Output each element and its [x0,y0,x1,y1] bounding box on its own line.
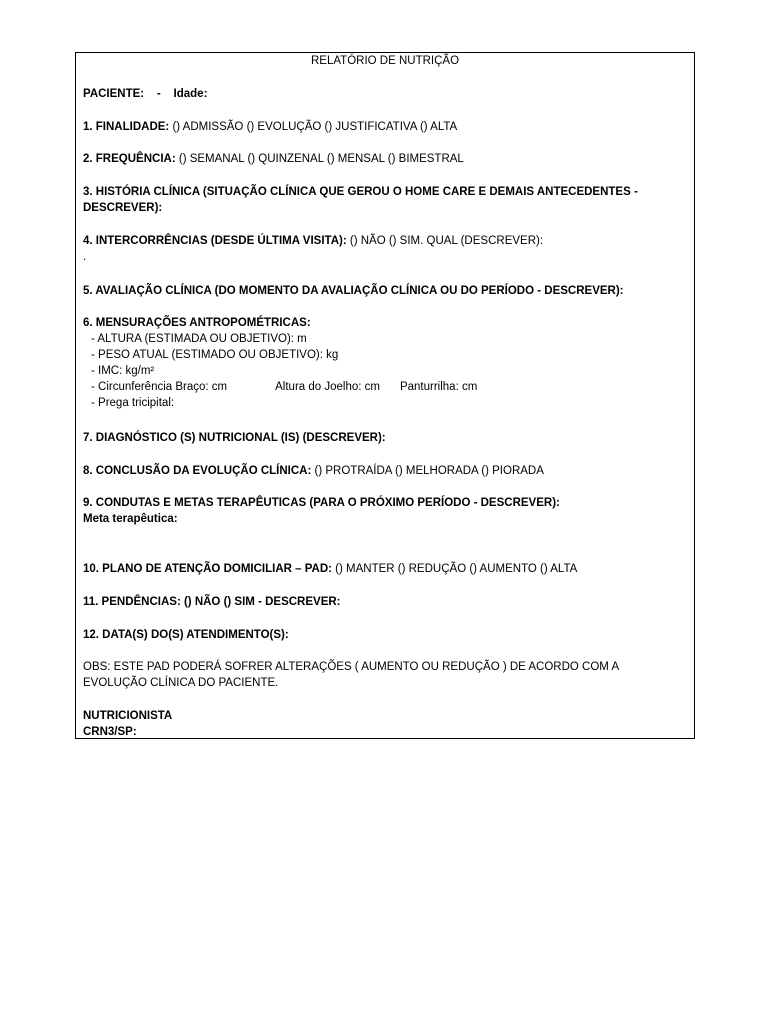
patient-separator: - [156,88,161,100]
intercorrencias-options: () NÃO () SIM. QUAL (DESCREVER): [349,235,544,247]
signature-block [83,708,686,740]
mensuracoes-label: 6. MENSURAÇÕES ANTROPOMÉTRICAS: [83,317,311,329]
conclusao-label: 8. CONCLUSÃO DA EVOLUÇÃO CLÍNICA: [83,465,312,477]
finalidade-label: 1. FINALIDADE: [83,121,170,133]
panturrilha: Panturrilha: cm [399,381,478,393]
frequencia-options: () SEMANAL () QUINZENAL () MENSAL () BIMESTRAL [178,153,464,165]
plano-label: 10. PLANO DE ATENÇÃO DOMICILIAR – PAD: [83,563,332,575]
section-historia [83,184,686,216]
prega-line: - Prega tricipital: [91,397,175,409]
section-pendencias: 11. PENDÊNCIAS: () NÃO () SIM - DESCREVER: [83,596,341,608]
frequencia-label: 2. FREQUÊNCIA: [83,153,176,165]
finalidade-options: () ADMISSÃO () EVOLUÇÃO () JUSTIFICATIVA () ALTA [172,121,458,133]
conclusao-options: () PROTRAÍDA () MELHORADA () PIORADA [314,465,544,477]
section-frequencia [83,151,686,167]
section-intercorrencias [83,233,686,265]
intercorrencias-dot: . [83,251,87,263]
altura-line: - ALTURA (ESTIMADA OU OBJETIVO): m [91,333,307,345]
condutas-label: 9. CONDUTAS E METAS TERAPÊUTICAS (PARA O PRÓXIMO PERÍODO - DESCREVER): [83,497,560,509]
peso-line: - PESO ATUAL (ESTIMADO OU OBJETIVO): kg [91,349,339,361]
section-finalidade [83,119,686,135]
section-datas: 12. DATA(S) DO(S) ATENDIMENTO(S): [83,629,289,641]
patient-label: PACIENTE: [83,88,145,100]
intercorrencias-label: 4. INTERCORRÊNCIAS (DESDE ÚLTIMA VISITA): [83,235,347,247]
historia-line1: 3. HISTÓRIA CLÍNICA (SITUAÇÃO CLÍNICA QUE GEROU O HOME CARE E DEMAIS ANTECEDENTES - [83,186,638,198]
obs-line2: EVOLUÇÃO CLÍNICA DO PACIENTE. [83,677,279,689]
section-obs [83,659,686,691]
report-frame [75,52,695,739]
signature-role: NUTRICIONISTA [83,710,173,722]
patient-line [83,86,686,102]
section-condutas [83,495,686,527]
signature-crn: CRN3/SP: [83,726,137,738]
imc-line: - IMC: kg/m² [91,365,155,377]
section-avaliacao: 5. AVALIAÇÃO CLÍNICA (DO MOMENTO DA AVALIAÇÃO CLÍNICA OU DO PERÍODO - DESCREVER): [83,285,624,297]
section-conclusao [83,463,686,479]
page-title: RELATÓRIO DE NUTRIÇÃO [310,55,460,67]
circunferencia-line [83,379,686,395]
age-label: Idade: [173,88,208,100]
obs-line1: OBS: ESTE PAD PODERÁ SOFRER ALTERAÇÕES ( AUMENTO OU REDUÇÃO ) DE ACORDO COM A [83,661,620,673]
section-mensuracoes [83,315,686,411]
historia-line2: DESCREVER): [83,202,163,214]
circunferencia-braco: - Circunferência Braço: cm [91,381,228,393]
plano-options: () MANTER () REDUÇÃO () AUMENTO () ALTA [335,563,578,575]
section-diagnostico: 7. DIAGNÓSTICO (S) NUTRICIONAL (IS) (DESCREVER): [83,432,386,444]
altura-joelho: Altura do Joelho: cm [275,381,380,393]
meta-terapeutica: Meta terapêutica: [83,513,178,525]
section-plano [83,561,686,577]
